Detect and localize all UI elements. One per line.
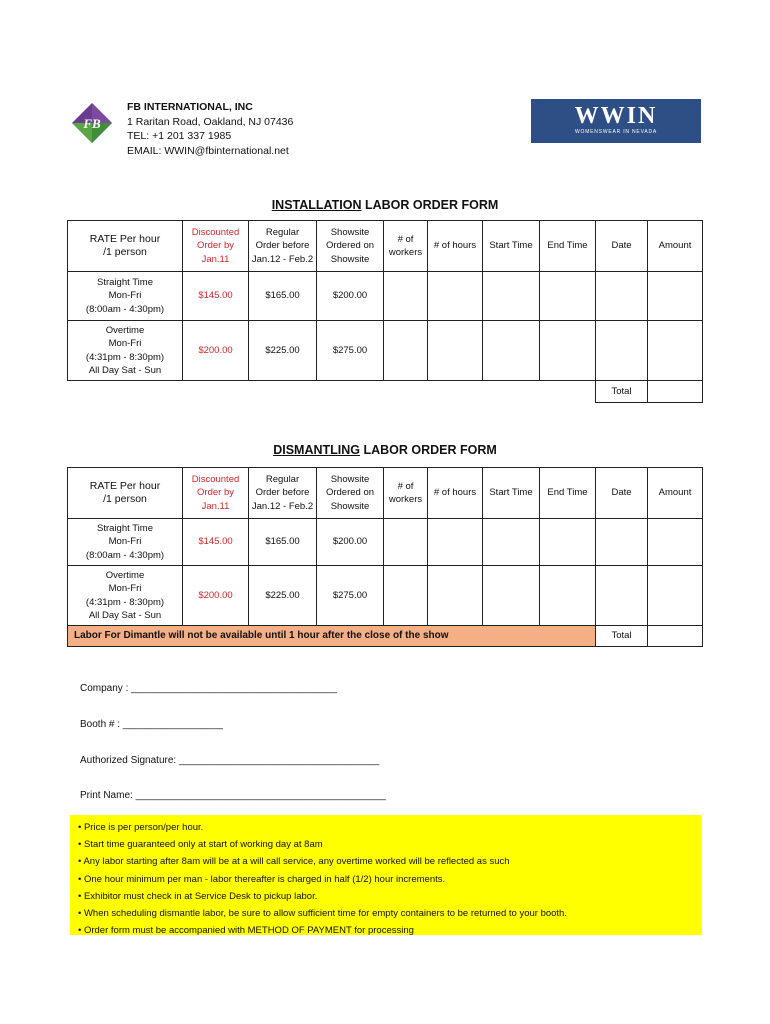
dismantle-note: Labor For Dimantle will not be available until 1 hour after the close of the show (68, 626, 596, 647)
start-time-field[interactable] (483, 321, 540, 381)
amount-field[interactable] (648, 321, 703, 381)
amount-header: Amount (648, 468, 703, 519)
rate-label: Overtime Mon-Fri (4:31pm - 8:30pm) All Day Sat - Sun (68, 566, 183, 626)
rate-label: Straight Time Mon-Fri (8:00am - 4:30pm) (68, 272, 183, 321)
rate-header: RATE Per hour /1 person (68, 468, 183, 519)
start-time-header: Start Time (483, 468, 540, 519)
date-field[interactable] (596, 566, 648, 626)
table-row (68, 272, 703, 321)
showsite-price: $200.00 (317, 272, 384, 321)
print-name-field[interactable]: Print Name: _____________________________________________ (80, 790, 386, 801)
showsite-header: Showsite Ordered on Showsite (317, 221, 384, 272)
total-row (68, 381, 703, 403)
discounted-price: $145.00 (183, 272, 249, 321)
rate-header: RATE Per hour /1 person (68, 221, 183, 272)
logo-letters: FB (83, 116, 101, 131)
hours-field[interactable] (428, 321, 483, 381)
list-item: • Order form must be accompanied with METHOD OF PAYMENT for processing (78, 922, 702, 939)
list-item: • Exhibitor must check in at Service Desk to pickup labor. (78, 888, 702, 905)
table-header-row (68, 221, 703, 272)
amount-field[interactable] (648, 272, 703, 321)
start-time-field[interactable] (483, 519, 540, 566)
workers-field[interactable] (384, 272, 428, 321)
regular-header: Regular Order before Jan.12 - Feb.2 (249, 221, 317, 272)
start-time-header: Start Time (483, 221, 540, 272)
company-email: EMAIL: WWIN@fbinternational.net (127, 144, 289, 157)
end-time-field[interactable] (540, 566, 596, 626)
workers-header: # of workers (384, 221, 428, 272)
rate-label: Overtime Mon-Fri (4:31pm - 8:30pm) All Day Sat - Sun (68, 321, 183, 381)
total-label: Total (596, 381, 648, 403)
discounted-price: $145.00 (183, 519, 249, 566)
showsite-price: $200.00 (317, 519, 384, 566)
workers-field[interactable] (384, 566, 428, 626)
regular-price: $165.00 (249, 519, 317, 566)
total-row (68, 626, 703, 647)
regular-price: $165.00 (249, 272, 317, 321)
hours-header: # of hours (428, 221, 483, 272)
regular-price: $225.00 (249, 566, 317, 626)
company-address: 1 Raritan Road, Oakland, NJ 07436 (127, 115, 294, 128)
company-logo (72, 103, 112, 143)
date-header: Date (596, 221, 648, 272)
installation-title-underlined: INSTALLATION (271, 198, 362, 212)
list-item: • Start time guaranteed only at start of working day at 8am (78, 836, 702, 853)
end-time-field[interactable] (540, 321, 596, 381)
installation-form-title (0, 198, 770, 212)
workers-field[interactable] (384, 321, 428, 381)
terms-list (70, 815, 702, 939)
showsite-price: $275.00 (317, 566, 384, 626)
regular-header: Regular Order before Jan.12 - Feb.2 (249, 468, 317, 519)
date-field[interactable] (596, 519, 648, 566)
amount-header: Amount (648, 221, 703, 272)
list-item: • Price is per person/per hour. (78, 819, 702, 836)
table-row (68, 566, 703, 626)
start-time-field[interactable] (483, 272, 540, 321)
amount-field[interactable] (648, 519, 703, 566)
showsite-header: Showsite Ordered on Showsite (317, 468, 384, 519)
discounted-header: Discounted Order by Jan.11 (183, 468, 249, 519)
terms-notes (70, 815, 702, 935)
company-tel: TEL: +1 201 337 1985 (127, 130, 232, 142)
workers-field[interactable] (384, 519, 428, 566)
table-header-row (68, 468, 703, 519)
end-time-header: End Time (540, 468, 596, 519)
hours-field[interactable] (428, 272, 483, 321)
date-field[interactable] (596, 272, 648, 321)
total-label: Total (596, 626, 648, 647)
discounted-price: $200.00 (183, 566, 249, 626)
rate-label: Straight Time Mon-Fri (8:00am - 4:30pm) (68, 519, 183, 566)
start-time-field[interactable] (483, 566, 540, 626)
installation-title-rest: LABOR ORDER FORM (361, 198, 499, 212)
booth-field[interactable]: Booth # : __________________ (80, 719, 223, 730)
discounted-header: Discounted Order by Jan.11 (183, 221, 249, 272)
hours-field[interactable] (428, 519, 483, 566)
dismantling-title-rest: LABOR ORDER FORM (360, 443, 497, 457)
dismantling-table (67, 467, 703, 647)
end-time-field[interactable] (540, 519, 596, 566)
date-header: Date (596, 468, 648, 519)
list-item: • When scheduling dismantle labor, be sure to allow sufficient time for empty containers to be returned to your booth. (78, 905, 702, 922)
company-field[interactable]: Company : _____________________________________ (80, 683, 337, 694)
total-amount-field[interactable] (648, 381, 703, 403)
end-time-field[interactable] (540, 272, 596, 321)
installation-table (67, 220, 703, 403)
showsite-price: $275.00 (317, 321, 384, 381)
amount-field[interactable] (648, 566, 703, 626)
total-amount-field[interactable] (648, 626, 703, 647)
date-field[interactable] (596, 321, 648, 381)
discounted-price: $200.00 (183, 321, 249, 381)
brand-logo (531, 99, 701, 143)
hours-field[interactable] (428, 566, 483, 626)
hours-header: # of hours (428, 468, 483, 519)
list-item: • Any labor starting after 8am will be at a will call service, any overtime worked will be reflected as such (78, 853, 702, 870)
brand-tagline: WOMENSWEAR IN NEVADA (574, 129, 658, 135)
dismantling-form-title (0, 443, 770, 457)
brand-name: WWIN (574, 103, 658, 129)
company-info (127, 100, 293, 158)
end-time-header: End Time (540, 221, 596, 272)
signature-field[interactable]: Authorized Signature: ____________________________________ (80, 755, 380, 766)
regular-price: $225.00 (249, 321, 317, 381)
table-row (68, 321, 703, 381)
list-item: • One hour minimum per man - labor thereafter is charged in half (1/2) hour increments. (78, 871, 702, 888)
diamond-logo-icon (72, 103, 112, 143)
table-row (68, 519, 703, 566)
workers-header: # of workers (384, 468, 428, 519)
dismantling-title-underlined: DISMANTLING (273, 443, 360, 457)
company-name: FB INTERNATIONAL, INC (127, 101, 253, 113)
